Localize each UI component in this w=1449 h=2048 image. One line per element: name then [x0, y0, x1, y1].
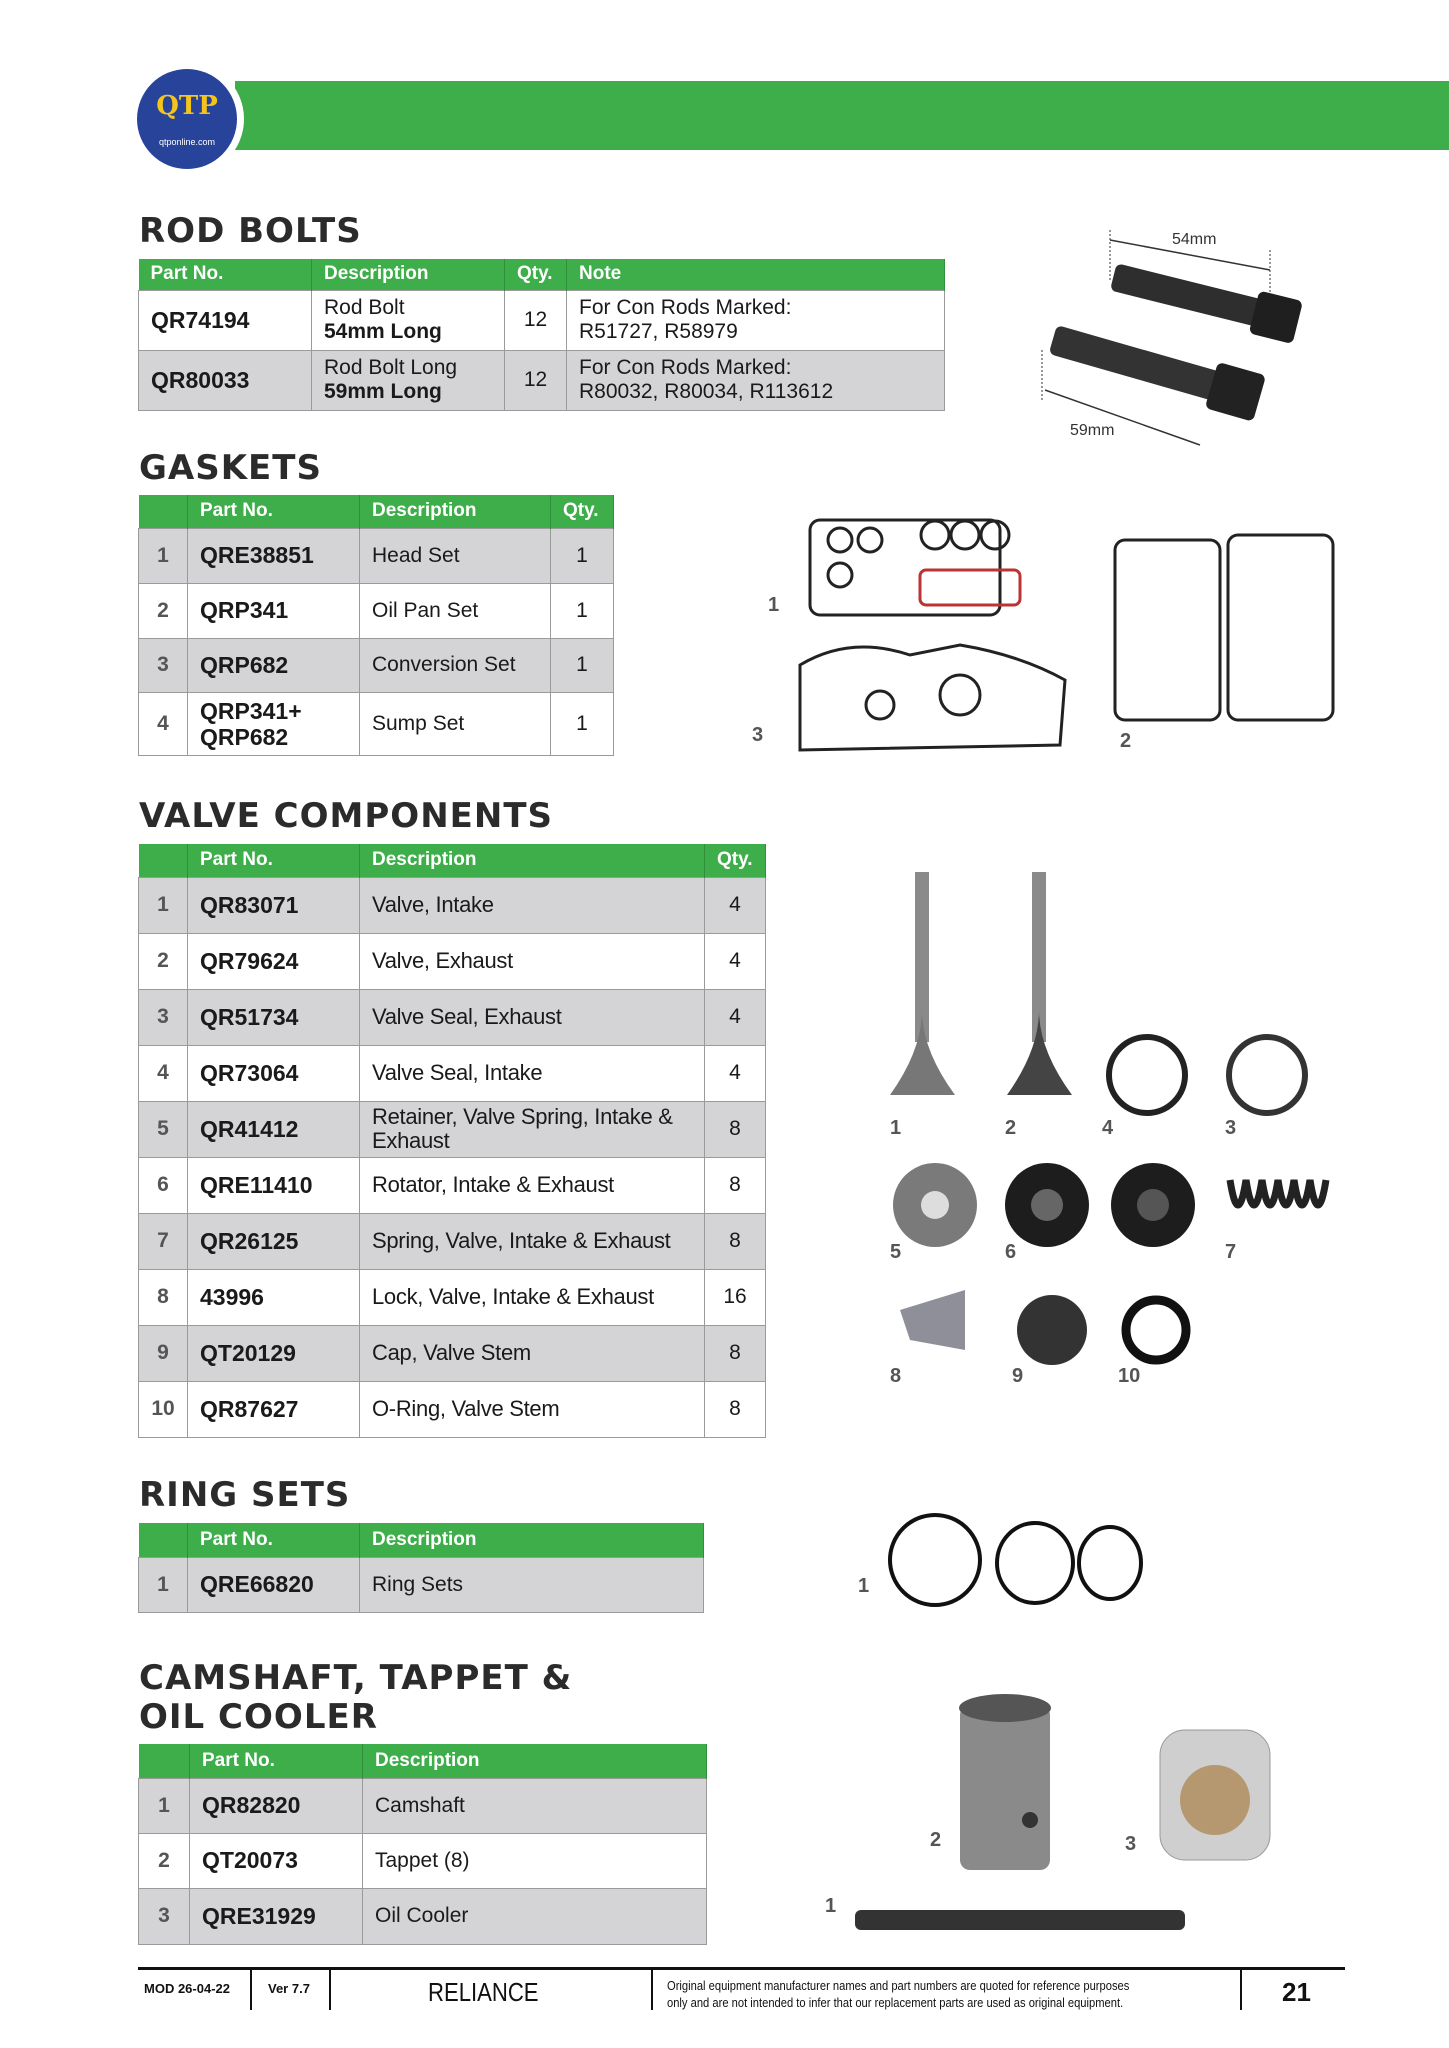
ring-sets-table — [138, 1523, 704, 1613]
col-header — [139, 1523, 188, 1557]
table-row: 3 QRE31929 Oil Cooler — [139, 1888, 707, 1944]
footer-divider — [1240, 1970, 1242, 2010]
table-row: 2 QT20073 Tappet (8) — [139, 1833, 707, 1888]
cell-qty: 4 — [705, 989, 766, 1045]
col-header: Qty. — [551, 495, 614, 528]
image-label: 6 — [1005, 1241, 1017, 1263]
image-label: 10 — [1118, 1365, 1141, 1387]
image-label: 3 — [1225, 1117, 1237, 1139]
cell-desc: O-Ring, Valve Stem — [360, 1381, 705, 1437]
cell-desc: Valve, Intake — [360, 877, 705, 933]
col-header: Description — [363, 1744, 707, 1778]
table-row — [139, 1381, 766, 1437]
cell-part: QR79624 — [188, 933, 360, 989]
col-header: Part No. — [190, 1744, 363, 1778]
cell-qty: 8 — [705, 1381, 766, 1437]
camshaft-tappet-cooler-image — [815, 1690, 1335, 1950]
image-label: 8 — [890, 1365, 902, 1387]
table-row: 1 QRE38851 Head Set 1 — [139, 528, 614, 583]
col-header: Part No. — [188, 1523, 360, 1557]
table-row — [139, 1157, 766, 1213]
cell-n: 10 — [139, 1381, 188, 1437]
col-header: Part No. — [188, 495, 360, 528]
cell-part: 43996 — [188, 1269, 360, 1325]
gaskets-image — [752, 505, 1360, 775]
gaskets-table — [138, 495, 614, 756]
section-title-camshaft: CAMSHAFT, TAPPET & OIL COOLER — [139, 1658, 573, 1737]
qtp-logo: QTP qtponline.com — [130, 62, 244, 176]
cell-n: 3 — [139, 989, 188, 1045]
cell-qty: 16 — [705, 1269, 766, 1325]
cell-n: 9 — [139, 1325, 188, 1381]
valve-components-table — [138, 844, 766, 1438]
cell-n: 1 — [139, 877, 188, 933]
footer-version: Ver 7.7 — [268, 1981, 310, 1996]
col-header: Note — [567, 259, 945, 290]
cell-qty: 8 — [705, 1213, 766, 1269]
image-label: 1 — [768, 594, 780, 616]
image-label: 4 — [1102, 1117, 1114, 1139]
valve-components-image — [870, 860, 1370, 1400]
image-label: 1 — [825, 1895, 837, 1917]
table-row — [139, 1325, 766, 1381]
cell-part: QR51734 — [188, 989, 360, 1045]
cell-qty: 4 — [705, 933, 766, 989]
cell-qty: 4 — [705, 1045, 766, 1101]
rod-bolts-table — [138, 259, 945, 411]
table-row — [139, 1045, 766, 1101]
cell-part: QR73064 — [188, 1045, 360, 1101]
image-label: 9 — [1012, 1365, 1024, 1387]
image-label: 2 — [1005, 1117, 1017, 1139]
section-title-valve-components: VALVE COMPONENTS — [139, 796, 554, 836]
table-row: QR74194 Rod Bolt 54mm Long 12 For Con Rods Marked: R51727, R58979 — [139, 290, 945, 350]
cell-n: 8 — [139, 1269, 188, 1325]
col-header: Part No. — [188, 844, 360, 877]
col-header: Qty. — [505, 259, 567, 290]
cell-part: QRE11410 — [188, 1157, 360, 1213]
table-row — [139, 1101, 766, 1157]
col-header: Description — [360, 495, 551, 528]
dimension-label: 54mm — [1172, 231, 1217, 248]
cell-desc: Valve, Exhaust — [360, 933, 705, 989]
col-header: Description — [360, 1523, 704, 1557]
image-label: 7 — [1225, 1241, 1237, 1263]
section-title-rod-bolts: ROD BOLTS — [139, 211, 362, 251]
col-header: Description — [312, 259, 505, 290]
image-label: 3 — [752, 724, 764, 746]
footer-divider — [329, 1970, 331, 2010]
col-header — [139, 1744, 190, 1778]
camshaft-table — [138, 1744, 707, 1945]
cell-part: QR87627 — [188, 1381, 360, 1437]
col-header — [139, 844, 188, 877]
section-title-ring-sets: RING SETS — [139, 1475, 351, 1515]
footer-divider — [250, 1970, 252, 2010]
cell-desc: Valve Seal, Intake — [360, 1045, 705, 1101]
table-row — [139, 933, 766, 989]
cell-n: 7 — [139, 1213, 188, 1269]
col-header: Description — [360, 844, 705, 877]
cell-qty: 4 — [705, 877, 766, 933]
table-row: 1 QR82820 Camshaft — [139, 1778, 707, 1833]
dimension-label: 59mm — [1070, 422, 1115, 439]
cell-desc: Rotator, Intake & Exhaust — [360, 1157, 705, 1213]
rod-bolts-image — [1020, 220, 1340, 460]
image-label: 1 — [858, 1575, 870, 1597]
table-row: 3 QRP682 Conversion Set 1 — [139, 638, 614, 692]
image-label: 3 — [1125, 1833, 1137, 1855]
cell-n: 4 — [139, 1045, 188, 1101]
cell-desc: Valve Seal, Exhaust — [360, 989, 705, 1045]
cell-desc: Spring, Valve, Intake & Exhaust — [360, 1213, 705, 1269]
cell-desc: Lock, Valve, Intake & Exhaust — [360, 1269, 705, 1325]
cell-n: 6 — [139, 1157, 188, 1213]
table-row — [139, 989, 766, 1045]
cell-desc: Cap, Valve Stem — [360, 1325, 705, 1381]
cell-part: QR26125 — [188, 1213, 360, 1269]
cell-part: QR41412 — [188, 1101, 360, 1157]
image-label: 5 — [890, 1241, 902, 1263]
table-row: QR80033 Rod Bolt Long 59mm Long 12 For Con Rods Marked: R80032, R80034, R113612 — [139, 350, 945, 410]
table-row: 2 QRP341 Oil Pan Set 1 — [139, 583, 614, 638]
table-row — [139, 1269, 766, 1325]
cell-qty: 8 — [705, 1101, 766, 1157]
table-row: 4 QRP341+ QRP682 Sump Set 1 — [139, 692, 614, 755]
ring-sets-image — [850, 1505, 1150, 1615]
cell-qty: 8 — [705, 1157, 766, 1213]
col-header: Qty. — [705, 844, 766, 877]
page-number: 21 — [1282, 1977, 1311, 2007]
cell-n: 5 — [139, 1101, 188, 1157]
footer-divider — [651, 1970, 653, 2010]
image-label: 1 — [890, 1117, 902, 1139]
footer-disclaimer: Original equipment manufacturer names and part numbers are quoted for reference purposes only and are not intended to infer that our replacement parts are used as original equipment. — [667, 1978, 1130, 2010]
cell-desc: Retainer, Valve Spring, Intake & Exhaust — [360, 1101, 705, 1157]
image-label: 2 — [930, 1829, 942, 1851]
footer-mod-date: MOD 26-04-22 — [144, 1981, 230, 1996]
col-header — [139, 495, 188, 528]
table-row — [139, 877, 766, 933]
table-row — [139, 1213, 766, 1269]
cell-part: QR83071 — [188, 877, 360, 933]
cell-n: 2 — [139, 933, 188, 989]
col-header: Part No. — [139, 259, 312, 290]
table-row: 1 QRE66820 Ring Sets — [139, 1557, 704, 1612]
cell-part: QT20129 — [188, 1325, 360, 1381]
footer-brand: RELIANCE — [428, 1977, 539, 2007]
image-label: 2 — [1120, 730, 1132, 752]
section-title-gaskets: GASKETS — [139, 448, 322, 488]
cell-qty: 8 — [705, 1325, 766, 1381]
footer-rule — [138, 1967, 1345, 1970]
header-bar — [235, 81, 1449, 150]
